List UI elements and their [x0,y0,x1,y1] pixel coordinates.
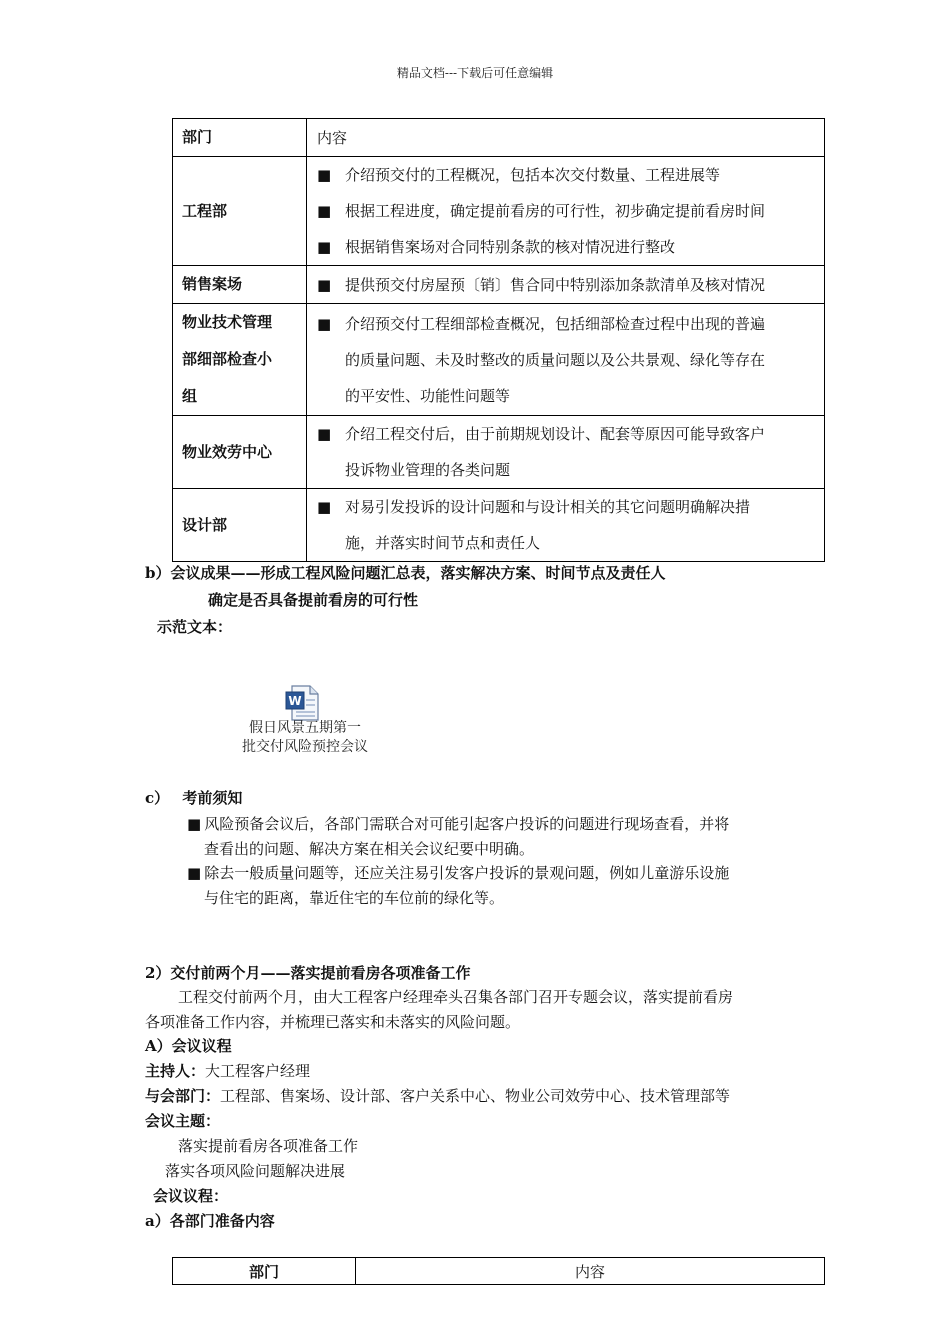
table-header-dept: 部门 [173,119,307,157]
department-content-table [172,118,825,562]
bullet-icon: ■ [317,425,332,443]
paragraph: 工程交付前两个月，由大工程客户经理牵头召集各部门召开专题会议，落实提前看房 [178,988,734,1006]
list-item: ■ 除去一般质量问题等，还应关注易引发客户投诉的景观问题，例如儿童游乐设施 与住宅的距离，靠近住宅的车位前的绿化等。 [187,864,730,907]
table-header-row [173,1258,825,1285]
table-header-content: 内容 [356,1258,825,1285]
page-header: 精品文档---下载后可任意编辑 [396,66,554,80]
section-2-title: 2）交付前两个月——落实提前看房各项准备工作 [145,964,471,982]
list-item: ■ 介绍工程交付后，由于前期规划设计、配套等原因可能导致客户 [317,416,816,452]
bullet-icon: ■ [317,275,332,294]
theme-item: 落实提前看房各项准备工作 [178,1137,359,1155]
content-cell [307,266,825,304]
dept-cell: 设计部 [173,489,307,562]
section-b-subtitle: 确定是否具备提前看房的可行性 [208,591,419,609]
list-item: ■ 根据销售案场对合同特别条款的核对情况进行整改 [317,229,816,265]
word-document-icon[interactable] [284,684,322,722]
dept-cell: 工程部 [173,157,307,266]
table-header-dept: 部门 [173,1258,356,1285]
dept-cell: 销售案场 [173,266,307,304]
content-cell [307,157,825,266]
procedure-label: 会议议程： [153,1187,229,1205]
content-cell: ■ 对易引发投诉的设计问题和与设计相关的其它问题明确解决措 施，并落实时间节点和责任人 [307,489,825,562]
attendees-line: 与会部门：工程部、售案场、设计部、客户关系中心、物业公司效劳中心、技术管理部等 [145,1087,731,1105]
list-item: ■ 提供预交付房屋预〔销〕售合同中特别添加条款清单及核对情况 [317,267,816,303]
dept-cell: 物业技术管理 部细部检查小 组 [173,304,307,416]
bullet-icon: ■ [187,864,202,882]
table-row [173,157,825,266]
bullet-icon: ■ [317,498,332,516]
list-item: ■ 根据工程进度，确定提前看房的可行性，初步确定提前看房时间 [317,193,816,229]
sample-text-label: 示范文本： [157,618,233,636]
agenda-title: A）会议议程 [145,1037,232,1055]
bullet-icon: ■ [317,314,332,333]
svg-text:W: W [288,694,302,708]
department-content-table-2 [172,1257,825,1285]
paragraph: 各项准备工作内容，并梳理已落实和未落实的风险问题。 [145,1013,521,1031]
bullet-icon: ■ [187,815,202,833]
section-b-title: b）会议成果——形成工程风险问题汇总表，落实解决方案、时间节点及责任人 [145,564,666,582]
bullet-icon: ■ [317,238,332,256]
theme-label: 会议主题： [145,1112,221,1130]
table-header-content: 内容 [307,119,825,157]
table-row [173,266,825,304]
list-item: ■ 风险预备会议后，各部门需联合对可能引起客户投诉的问题进行现场查看，并将 查看出的问题、解决方案在相关会议纪要中明确。 [187,815,730,858]
theme-item: 落实各项风险问题解决进展 [165,1162,346,1180]
content-cell: ■ 介绍预交付工程细部检查概况，包括细部检查过程中出现的普遍 的质量问题、未及时整改的质量问题以及公共景观、绿化等存在 的平安性、功能性问题等 [307,304,825,416]
table-row [173,489,825,562]
table-row [173,304,825,416]
list-item: ■ 介绍预交付的工程概况，包括本次交付数量、工程进展等 [317,157,816,193]
embedded-document-caption[interactable]: 假日风景五期第一 批交付风险预控会议 [242,720,368,755]
bullet-icon: ■ [317,202,332,220]
list-item: ■ 对易引发投诉的设计问题和与设计相关的其它问题明确解决措 [317,489,816,525]
table-row [173,416,825,489]
host-line: 主持人：大工程客户经理 [145,1062,311,1080]
dept-cell: 物业效劳中心 [173,416,307,489]
subsection-a-title: a）各部门准备内容 [145,1212,275,1230]
section-c-title: c） 考前须知 [145,789,243,807]
table-header-row [173,119,825,157]
bullet-icon: ■ [317,166,332,184]
content-cell: ■ 介绍工程交付后，由于前期规划设计、配套等原因可能导致客户 投诉物业管理的各类问题 [307,416,825,489]
list-item: ■ 介绍预交付工程细部检查概况，包括细部检查过程中出现的普遍 [317,306,816,342]
